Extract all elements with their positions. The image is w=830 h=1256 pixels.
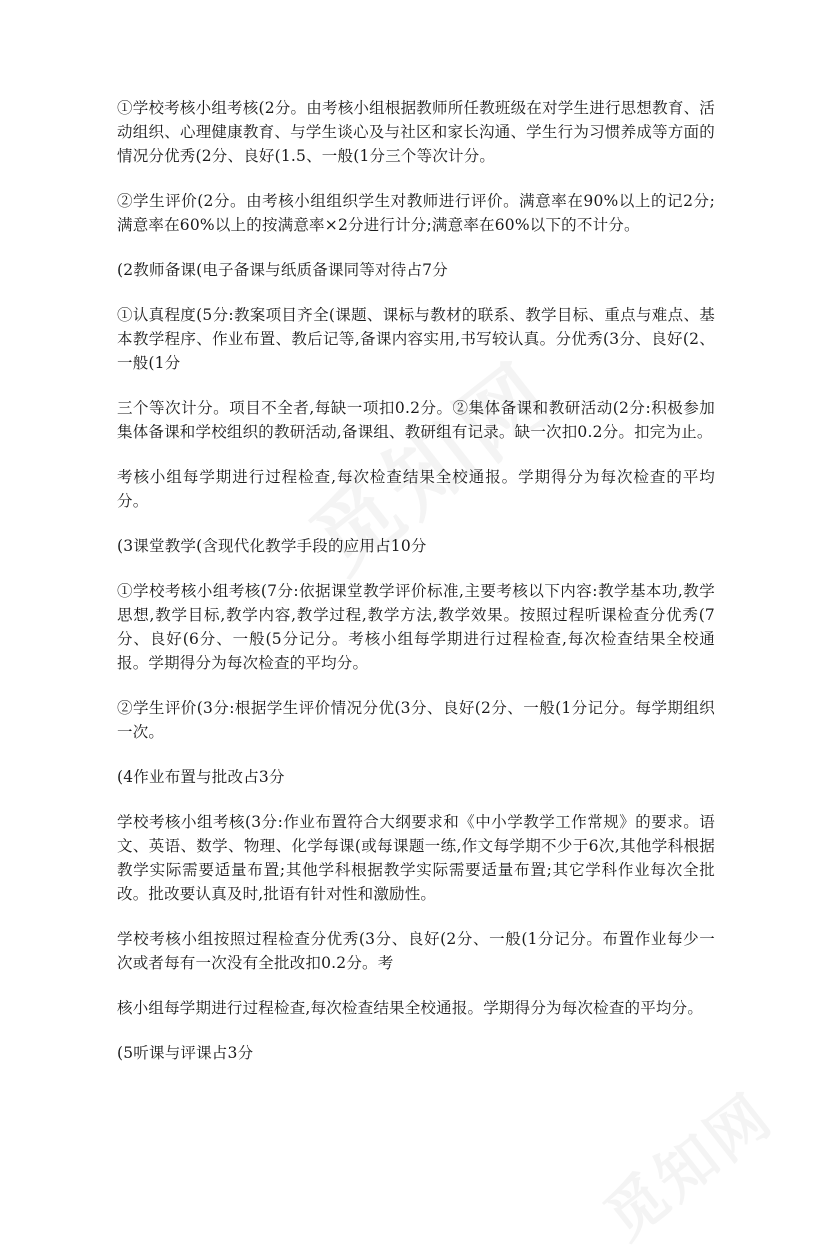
section-heading-lesson-preparation: (2教师备课(电子备课与纸质备课同等对待占7分	[117, 261, 448, 279]
paragraph-classroom-assessment: ①学校考核小组考核(7分:依据课堂教学评价标准,主要考核以下内容:教学基本功,教学思想,教学目标,教学内容,教学过程,教学方法,教学效果。按照过程听课检查分优秀(7分、良好(6分、一般(5分记分。考核小组每学期进行过程检查,每次检查结果全校通报。学期得分为每次检查的平均分。	[117, 582, 715, 672]
section-heading-lesson-observation: (5听课与评课占3分	[117, 1044, 254, 1062]
section-heading-homework: (4作业布置与批改占3分	[117, 768, 285, 786]
paragraph-student-evaluation: ②学生评价(2分。由考核小组组织学生对教师进行评价。满意率在90%以上的记2分;满意率在60%以上的按满意率×2分进行计分;满意率在60%以下的不计分。	[117, 192, 715, 234]
paragraph-process-check: 考核小组每学期进行过程检查,每次检查结果全校通报。学期得分为每次检查的平均分。	[117, 468, 715, 510]
document-body	[117, 96, 715, 1086]
section-heading-classroom-teaching: (3课堂教学(含现代化教学手段的应用占10分	[117, 537, 427, 555]
paragraph-preparation-grading: 三个等次计分。项目不全者,每缺一项扣0.2分。②集体备课和教研活动(2分:积极参加集体备课和学校组织的教研活动,备课组、教研组有记录。缺一次扣0.2分。扣完为止。	[117, 399, 715, 441]
paragraph-homework-process-check: 核小组每学期进行过程检查,每次检查结果全校通报。学期得分为每次检查的平均分。	[117, 999, 704, 1017]
paragraph-homework-assessment: 学校考核小组考核(3分:作业布置符合大纲要求和《中小学教学工作常规》的要求。语文、英语、数学、物理、化学每课(或每课题一练,作文每学期不少于6次,其他学科根据教学实际需要适量布置;其他学科根据教学实际需要适量布置;其它学科作业每次全批改。批改要认真及时,批语有针对性和激励性。	[117, 813, 715, 903]
watermark-bottom	[584, 1070, 788, 1256]
paragraph-preparation-diligence: ①认真程度(5分:教案项目齐全(课题、课标与教材的联系、教学目标、重点与难点、基本教学程序、作业布置、教后记等,备课内容实用,书写较认真。分优秀(3分、良好(2、一般(1分	[117, 306, 715, 372]
paragraph-homework-grading: 学校考核小组按照过程检查分优秀(3分、良好(2分、一般(1分记分。布置作业每少一次或者每有一次没有全批改扣0.2分。考	[117, 930, 715, 972]
paragraph-school-assessment: ①学校考核小组考核(2分。由考核小组根据教师所任教班级在对学生进行思想教育、活动组织、心理健康教育、与学生谈心及与社区和家长沟通、学生行为习惯养成等方面的情况分优秀(2分、良好(1.5、一般(1分三个等次计分。	[117, 99, 715, 165]
paragraph-classroom-student-evaluation: ②学生评价(3分:根据学生评价情况分优(3分、良好(2分、一般(1分记分。每学期组织一次。	[117, 699, 715, 741]
